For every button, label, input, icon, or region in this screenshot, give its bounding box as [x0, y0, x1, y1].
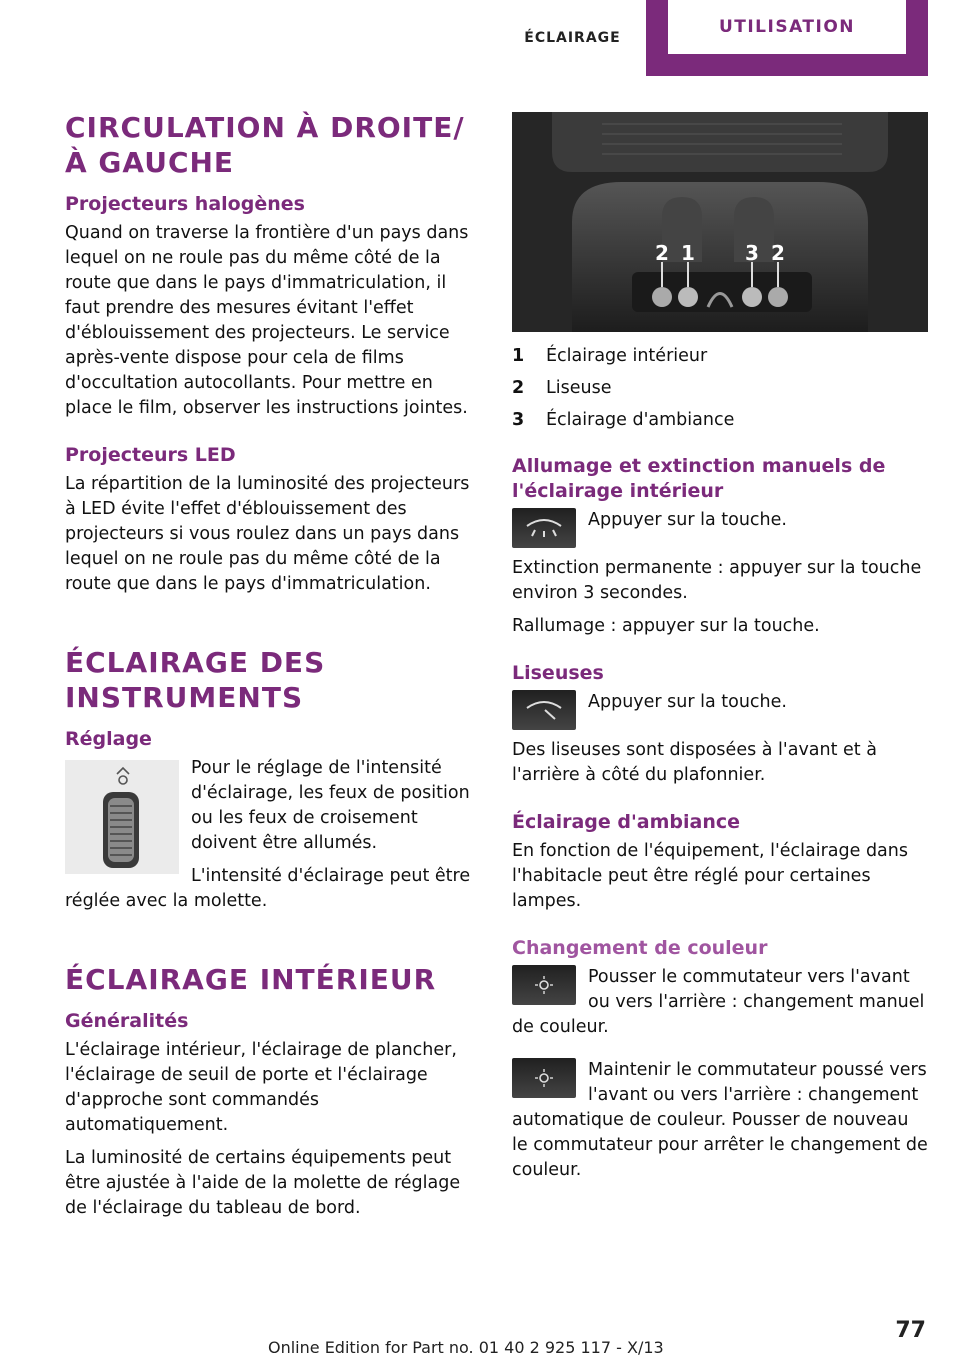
- couleur-block-2: [512, 1058, 928, 1183]
- heading-eclairage-instruments: ÉCLAIRAGE DES INSTRUMENTS: [65, 646, 326, 714]
- heading-projecteurs-led: Projecteurs LED: [65, 444, 236, 466]
- page-number: 77: [895, 1318, 926, 1343]
- legend-item: 3 Éclairage d'ambiance: [512, 410, 735, 430]
- text-extinction: Extinction permanente : appuyer sur la touche environ 3 secondes.: [512, 558, 922, 603]
- liseuses-block: [512, 690, 928, 715]
- text-couleur-2: Maintenir le commutateur poussé vers l'avant ou vers l'arrière : changement automatique de couleur. Pousser de nouveau le commutateur pour arrêter le changement de couleur.: [512, 1060, 928, 1180]
- photo-label: 3: [745, 241, 759, 265]
- interior-light-button-icon: [512, 508, 576, 548]
- text-liseuses: Des liseuses sont disposées à l'avant et à l'arrière à côté du plafonnier.: [512, 740, 877, 785]
- text-appuyer-2: Appuyer sur la touche.: [588, 692, 787, 712]
- text-generalites-2: La luminosité de certains équipements peut être ajustée à l'aide de la molette de réglage de l'éclairage du tableau de bord.: [65, 1148, 461, 1218]
- couleur-block-1: [512, 965, 928, 1040]
- text-reglage-2: L'intensité d'éclairage peut être réglée avec la molette.: [65, 866, 471, 911]
- heading-eclairage-ambiance: Éclairage d'ambiance: [512, 811, 741, 833]
- reading-light-button-icon: [512, 690, 576, 730]
- text-rallumage: Rallumage : appuyer sur la touche.: [512, 616, 820, 636]
- text-ambiance: En fonction de l'équipement, l'éclairage dans l'habitacle peut être réglé pour certaines lampes.: [512, 841, 908, 911]
- interior-light-panel-image: [512, 112, 928, 332]
- legend-item: 1 Éclairage intérieur: [512, 346, 708, 366]
- text-couleur-1: Pousser le commutateur vers l'avant ou vers l'arrière : changement manuel de couleur.: [512, 967, 925, 1037]
- text-appuyer-1: Appuyer sur la touche.: [588, 510, 787, 530]
- heading-projecteurs-halogenes: Projecteurs halogènes: [65, 193, 305, 215]
- heading-allumage: Allumage et extinction manuels de l'éclairage intérieur: [512, 455, 886, 502]
- left-column: [65, 110, 483, 1229]
- heading-reglage: Réglage: [65, 728, 152, 750]
- heading-liseuses: Liseuses: [512, 662, 604, 684]
- text-reglage-1: Pour le réglage de l'intensité d'éclairage, les feux de position ou les feux de croisement doivent être allumés.: [191, 758, 470, 853]
- text-halogenes: Quand on traverse la frontière d'un pays dans lequel on ne roule pas du même côté de la route que dans le pays d'immatriculation, il faut prendre des mesures évitant l'effet d'éblouissement des projecteurs. Le service après-vente dispose pour cela de films d'occultation autocollants. Pour mettre en place le film, observer les instructions jointes.: [65, 223, 469, 418]
- reglage-block: [65, 756, 483, 914]
- footer: [0, 1318, 960, 1362]
- heading-eclairage-interieur: ÉCLAIRAGE INTÉRIEUR: [65, 963, 437, 996]
- section-title: ÉCLAIRAGE: [524, 30, 621, 46]
- allumage-block: [512, 508, 928, 533]
- heading-circulation: CIRCULATION À DROITE/À GAUCHE: [65, 111, 465, 179]
- heading-generalites: Généralités: [65, 1010, 189, 1032]
- text-led: La répartition de la luminosité des projecteurs à LED évite l'effet d'éblouissement des projecteurs si vous roulez dans un pays dans lequel on ne roule pas du même côté de la route que dans le pays d'immatriculation.: [65, 474, 470, 594]
- legend-item: 2 Liseuse: [512, 378, 612, 398]
- heading-changement-couleur: Changement de couleur: [512, 937, 768, 959]
- photo-label: 1: [681, 241, 695, 265]
- right-column: [512, 112, 928, 1191]
- ambient-light-switch-icon: [512, 965, 576, 1005]
- chapter-tab: UTILISATION: [668, 0, 906, 54]
- dimmer-wheel-icon: [65, 760, 179, 874]
- edition-note: Online Edition for Part no. 01 40 2 925 117 - X/13: [268, 1338, 664, 1357]
- ambient-light-switch-icon: [512, 1058, 576, 1098]
- text-generalites-1: L'éclairage intérieur, l'éclairage de plancher, l'éclairage de seuil de porte et l'éclairage d'approche sont commandés automatiquement.: [65, 1040, 457, 1135]
- photo-label: 2: [771, 241, 785, 265]
- photo-label: 2: [655, 241, 669, 265]
